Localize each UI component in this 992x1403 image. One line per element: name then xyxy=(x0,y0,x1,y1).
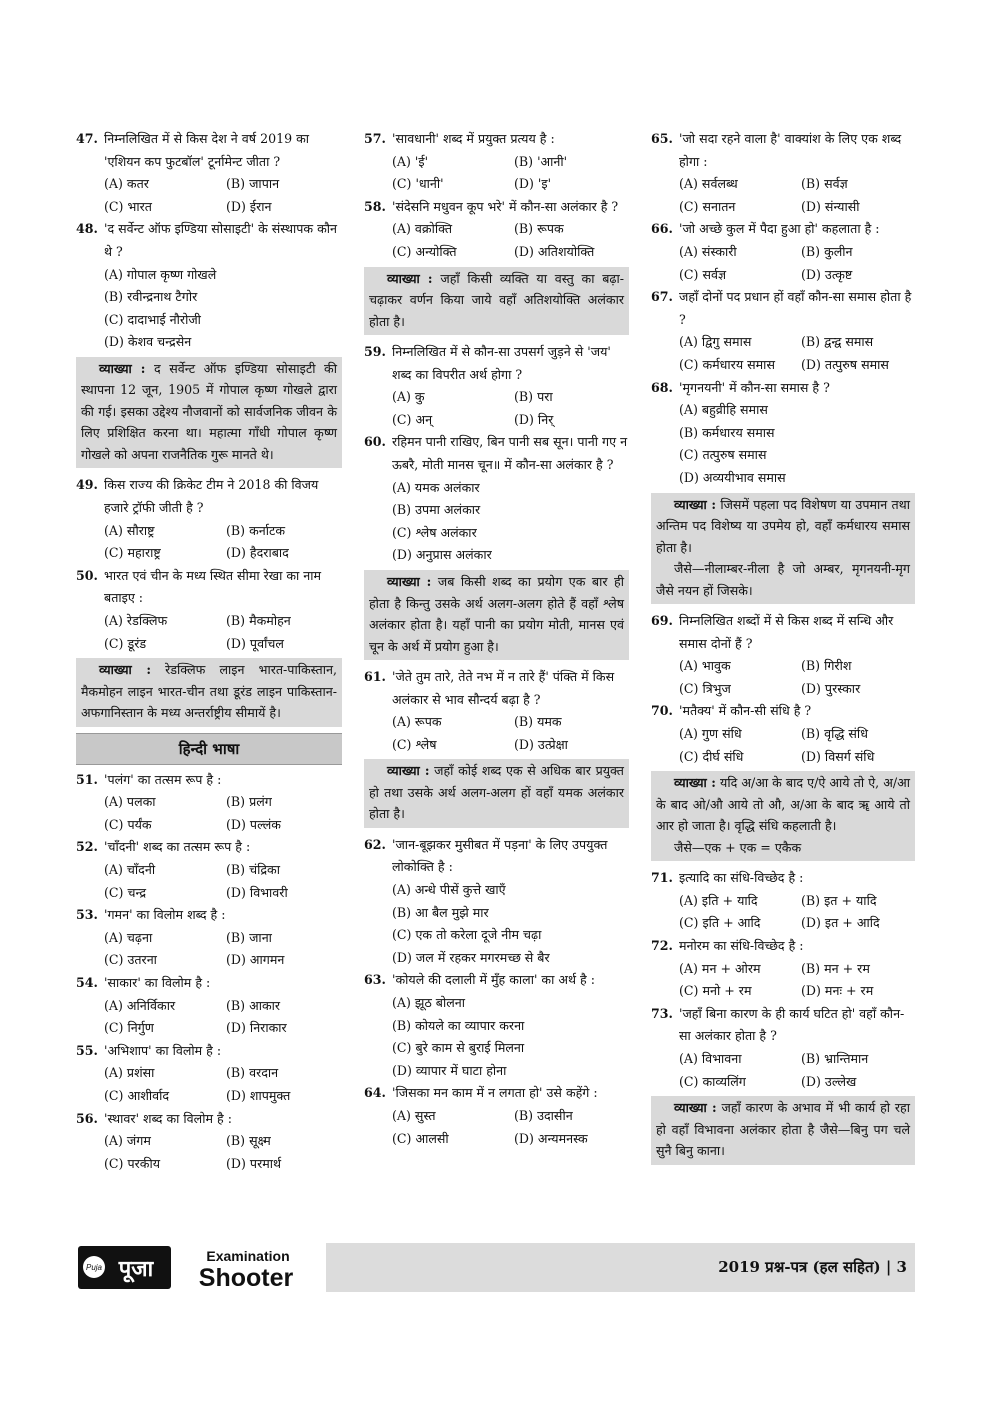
option-d: (D) केशव चन्द्रसेन xyxy=(104,334,192,350)
option-c: (C) भारत xyxy=(104,198,152,214)
option-d: (D) हैदराबाद xyxy=(226,545,289,561)
question-number: 59. xyxy=(364,344,386,360)
footer xyxy=(76,1243,915,1292)
option-b: (B) रवीन्द्रनाथ टैगोर xyxy=(104,289,198,305)
column-1 xyxy=(76,128,342,1175)
question-number: 66. xyxy=(651,221,673,237)
question-number: 60. xyxy=(364,434,386,450)
option-a: (A) रूपक xyxy=(392,714,442,730)
option-c: (C) पर्यंक xyxy=(104,816,152,832)
option-a: (A) चाँदनी xyxy=(104,862,156,878)
explanation-48 xyxy=(76,357,342,469)
question-text: निम्नलिखित में से कौन-सा उपसर्ग जुड़ने से 'जय' शब्द का विपरीत अर्थ होगा ? xyxy=(392,344,611,382)
option-a: (A) सर्वलब्ध xyxy=(679,176,738,192)
question-text: 'जो सदा रहने वाला है' वाक्यांश के लिए एक शब्द होगा : xyxy=(679,131,902,169)
option-c: (C) अन् xyxy=(392,411,433,427)
option-d: (D) पूर्वांचल xyxy=(226,635,284,651)
option-a: (A) संस्कारी xyxy=(679,243,737,259)
logo-examination-text: Examination xyxy=(206,1248,290,1264)
question-number: 61. xyxy=(364,669,386,684)
option-a: (A) वक्रोक्ति xyxy=(392,221,453,237)
question-text: 'पलंग' का तत्सम रूप है : xyxy=(104,771,222,787)
option-d: (D) निराकार xyxy=(226,1020,287,1036)
option-d: (D) 'इ' xyxy=(514,176,552,192)
question-number: 51. xyxy=(76,771,98,787)
explanation-61 xyxy=(364,759,629,828)
publisher-logo xyxy=(76,1243,326,1292)
question-number: 64. xyxy=(364,1085,386,1101)
option-d: (D) तत्पुरुष समास xyxy=(801,356,889,372)
option-c: (C) मनो + रम xyxy=(679,983,752,999)
option-d: (D) विसर्ग संधि xyxy=(801,748,875,764)
option-d: (D) आगमन xyxy=(226,952,285,968)
question-70 xyxy=(651,700,915,768)
question-text: किस राज्य की क्रिकेट टीम ने 2018 की विजय हजारे ट्रॉफी जीती है ? xyxy=(104,477,319,516)
explanation-text: जहाँ कोई शब्द एक से अधिक बार प्रयुक्त हो तथा उसके अर्थ अलग-अलग हों वहाँ यमक अलंकार होता है। xyxy=(369,763,624,822)
question-number: 48. xyxy=(76,221,98,237)
question-number: 67. xyxy=(651,289,673,305)
question-number: 68. xyxy=(651,379,673,395)
logo-graphic xyxy=(76,1243,326,1292)
option-b: (B) कर्नाटक xyxy=(226,522,286,538)
option-a: (A) सौराष्ट्र xyxy=(104,522,155,538)
option-b: (B) वृद्धि संधि xyxy=(801,725,868,741)
option-b: (B) भ्रान्तिमान xyxy=(801,1050,869,1066)
question-text: भारत एवं चीन के मध्य स्थित सीमा रेखा का नाम बताइए : xyxy=(104,567,322,606)
option-a: (A) जंगम xyxy=(104,1133,151,1149)
question-text: 'चाँदनी' शब्द का तत्सम रूप है : xyxy=(104,839,251,855)
question-text: जहाँ दोनों पद प्रधान हों वहाँ कौन-सा समास होता है ? xyxy=(679,289,912,327)
question-number: 73. xyxy=(651,1005,673,1021)
question-text: रहिमन पानी राखिए, बिन पानी सब सून। पानी गए न ऊबरै, मोती मानस चून॥ में कौन-सा अलंकार है ? xyxy=(392,434,628,473)
option-c: (C) दादाभाई नौरोजी xyxy=(104,311,201,327)
explanation-text: रेडक्लिफ लाइन भारत-पाकिस्तान, मैकमोहन लाइन भारत-चीन तथा डूरंड लाइन पाकिस्तान-अफगानिस्तान के मध्य अन्तर्राष्ट्रीय सीमायें है। xyxy=(81,662,337,721)
option-c: (C) चन्द्र xyxy=(104,884,147,900)
explanation-text: द सर्वेन्ट ऑफ इण्डिया सोसाइटी की स्थापना 12 जून, 1905 में गोपाल कृष्ण गोखले द्वारा की गई। इसका उद्देश्य नौजवानों को सार्वजनिक जीवन के लिए प्रशिक्षित करना था। महात्मा गाँधी गोपाल कृष्ण गोखले को अपना राजनैतिक गुरू मानते थे। xyxy=(81,360,337,462)
question-48 xyxy=(76,218,342,354)
column-2 xyxy=(364,128,629,1150)
question-47 xyxy=(76,128,342,218)
question-61 xyxy=(364,666,629,756)
question-text: 'जिसका मन काम में न लगता हो' उसे कहेंगे : xyxy=(392,1085,598,1101)
option-d: (D) जल में रहकर मगरमच्छ से बैर xyxy=(392,949,550,965)
question-59 xyxy=(364,341,629,431)
option-a: (A) सुस्त xyxy=(392,1108,436,1123)
question-number: 70. xyxy=(651,703,673,719)
option-c: (C) सनातन xyxy=(679,198,736,214)
option-a: (A) प्रशंसा xyxy=(104,1065,155,1081)
option-b: (B) गिरीश xyxy=(801,658,852,674)
option-c: (C) काव्यलिंग xyxy=(679,1073,746,1089)
question-number: 55. xyxy=(76,1042,98,1058)
question-57 xyxy=(364,128,629,196)
option-c: (C) तत्पुरुष समास xyxy=(679,447,767,463)
option-a: (A) यमक अलंकार xyxy=(392,479,480,495)
question-number: 69. xyxy=(651,613,673,628)
option-c: (C) अन्योक्ति xyxy=(392,243,457,259)
explanation-70 xyxy=(651,771,915,861)
explanation-text: जहाँ कारण के अभाव में भी कार्य हो रहा हो वहाँ विभावना अलंकार होता है जैसे—बिनु पग चले सुनै बिनु काना। xyxy=(656,1100,910,1159)
option-c: (C) डूरंड xyxy=(104,635,147,651)
question-text: 'मतैक्य' में कौन-सी संधि है ? xyxy=(679,703,812,719)
explanation-label: व्याख्या : xyxy=(674,1100,717,1116)
option-d: (D) उत्प्रेक्षा xyxy=(514,736,568,752)
question-58 xyxy=(364,196,629,264)
question-73 xyxy=(651,1003,915,1093)
option-d: (D) अन्यमनस्क xyxy=(514,1130,588,1146)
question-text: मनोरम का संधि-विच्छेद है : xyxy=(679,937,804,953)
option-a: (A) झूठ बोलना xyxy=(392,995,466,1011)
option-a: (A) द्विगु समास xyxy=(679,334,752,350)
question-number: 63. xyxy=(364,972,386,988)
logo-shooter-text: Shooter xyxy=(198,1264,294,1292)
option-d: (D) पुरस्कार xyxy=(801,680,861,696)
question-text: निम्नलिखित में से किस देश ने वर्ष 2019 का 'एशियन कप फुटबॉल' टूर्नामेन्ट जीता ? xyxy=(104,131,310,169)
question-number: 72. xyxy=(651,937,673,953)
option-d: (D) परमार्थ xyxy=(226,1155,282,1171)
option-a: (A) भावुक xyxy=(679,658,731,674)
option-d: (D) अतिशयोक्ति xyxy=(514,243,595,259)
question-text: 'जो अच्छे कुल में पैदा हुआ हो' कहलाता है : xyxy=(679,221,880,237)
option-a: (A) 'ई' xyxy=(392,153,429,169)
explanation-68 xyxy=(651,493,915,605)
question-number: 54. xyxy=(76,975,98,991)
question-number: 71. xyxy=(651,870,673,886)
option-c: (C) श्लेष xyxy=(392,736,437,752)
logo-small-text: Puja xyxy=(85,1263,103,1272)
option-b: (B) जाना xyxy=(226,929,272,945)
explanation-label: व्याख्या : xyxy=(99,360,146,376)
option-d: (D) उत्कृष्ट xyxy=(801,266,853,282)
option-c: (C) सर्वज्ञ xyxy=(679,266,727,282)
question-text: 'कोयले की दलाली में मुँह काला' का अर्थ है : xyxy=(392,972,595,988)
option-b: (B) द्वन्द्व समास xyxy=(801,334,874,350)
option-a: (A) पलका xyxy=(104,794,156,810)
option-a: (A) रेडक्लिफ xyxy=(104,613,168,628)
explanation-label: व्याख्या : xyxy=(387,270,433,286)
option-a: (A) बहुव्रीहि समास xyxy=(679,402,768,418)
question-69 xyxy=(651,610,915,700)
option-a: (A) विभावना xyxy=(679,1050,742,1066)
option-a: (A) इति + यादि xyxy=(679,892,758,908)
option-d: (D) विभावरी xyxy=(226,884,288,900)
option-b: (B) वरदान xyxy=(226,1065,279,1081)
question-number: 56. xyxy=(76,1110,98,1126)
option-c: (C) बुरे काम से बुराई मिलना xyxy=(392,1040,525,1056)
option-d: (D) शापमुक्त xyxy=(226,1088,291,1103)
explanation-text: यदि अ/आ के बाद ए/ऐ आये तो ऐ, अ/आ के बाद ओ/औ आये तो औ, अ/आ के बाद ॠ आये तो आर हो जाता है। वृद्धि संधि कहलाती है। xyxy=(656,775,910,834)
option-b: (B) 'आनी' xyxy=(514,153,568,169)
question-text: 'संदेसनि मधुवन कूप भरे' में कौन-सा अलंकार है ? xyxy=(392,198,619,214)
question-55 xyxy=(76,1040,342,1108)
option-a: (A) मन + ओरम xyxy=(679,960,761,976)
explanation-example: जैसे—नीलाम्बर-नीला है जो अम्बर, मृगनयनी-मृग जैसे नयन हों जिसके। xyxy=(656,561,910,598)
option-b: (B) प्रलंग xyxy=(226,794,272,810)
option-b: (B) सर्वज्ञ xyxy=(801,176,848,192)
option-d: (D) ईरान xyxy=(226,198,272,214)
option-d: (D) पल्लंक xyxy=(226,816,281,832)
question-text: इत्यादि का संधि-विच्छेद है : xyxy=(679,870,804,886)
question-60 xyxy=(364,431,629,567)
option-c: (C) कर्मधारय समास xyxy=(679,356,775,372)
option-c: (C) त्रिभुज xyxy=(679,680,731,696)
question-66 xyxy=(651,218,915,286)
option-c: (C) परकीय xyxy=(104,1155,161,1171)
explanation-label: व्याख्या : xyxy=(387,763,430,779)
option-b: (B) आ बैल मुझे मार xyxy=(392,904,489,920)
option-c: (C) आलसी xyxy=(392,1130,449,1146)
question-68 xyxy=(651,377,915,490)
question-56 xyxy=(76,1108,342,1176)
option-c: (C) उतरना xyxy=(104,952,157,968)
option-d: (D) संन्यासी xyxy=(801,198,860,214)
question-50 xyxy=(76,565,342,655)
question-67 xyxy=(651,286,915,376)
explanation-label: व्याख्या : xyxy=(99,662,151,678)
option-b: (B) कर्मधारय समास xyxy=(679,424,775,440)
option-b: (B) यमक xyxy=(514,714,562,730)
option-b: (B) परा xyxy=(514,389,553,405)
footer-page-label: 2019 प्रश्न-पत्र (हल सहित) | 3 xyxy=(718,1258,907,1276)
question-text: 'गमन' का विलोम शब्द है : xyxy=(104,907,226,923)
option-c: (C) एक तो करेला दूजे नीम चढ़ा xyxy=(392,927,542,943)
question-71 xyxy=(651,867,915,935)
question-text: 'द सर्वेन्ट ऑफ इण्डिया सोसाइटी' के संस्थापक कौन थे ? xyxy=(104,221,338,259)
column-3 xyxy=(651,128,915,1171)
question-text: निम्नलिखित शब्दों में से किस शब्द में सन्धि और समास दोनों हैं ? xyxy=(679,613,894,651)
question-number: 62. xyxy=(364,836,386,852)
option-b: (B) उपमा अलंकार xyxy=(392,502,481,518)
question-49 xyxy=(76,474,342,564)
explanation-example: जैसे—एक + एक = एकैक xyxy=(674,839,802,855)
question-number: 49. xyxy=(76,477,98,493)
explanation-text: जिसमें पहला पद विशेषण या उपमान तथा अन्तिम पद विशेष्य या उपमेय हो, वहाँ कर्मधारय समास होता है। xyxy=(656,496,910,555)
explanation-60 xyxy=(364,570,629,660)
option-d: (D) अनुप्रास अलंकार xyxy=(392,547,492,563)
option-a: (A) गोपाल कृष्ण गोखले xyxy=(104,266,217,282)
option-b: (B) उदासीन xyxy=(514,1108,573,1123)
logo-puja-text: पूजा xyxy=(118,1257,154,1282)
question-number: 50. xyxy=(76,567,98,583)
option-b: (B) चंद्रिका xyxy=(226,862,280,878)
question-text: 'साकार' का विलोम है : xyxy=(104,975,211,991)
option-c: (C) आशीर्वाद xyxy=(104,1088,170,1103)
option-a: (A) अन्धे पीसें कुत्ते खाएँ xyxy=(392,882,506,898)
question-text: 'जहाँ बिना कारण के ही कार्य घटित हो' वहाँ कौन-सा अलंकार होता है ? xyxy=(679,1005,905,1044)
question-text: 'जेते तुम तारे, तेते नभ में न तारे हैं' पंक्ति में किस अलंकार से भाव सौन्दर्य बढ़ा है ? xyxy=(392,669,615,707)
explanation-text: जहाँ किसी व्यक्ति या वस्तु का बढ़ा-चढ़ाकर वर्णन किया जाये वहाँ अतिशयोक्ति अलंकार होता है। xyxy=(369,270,624,329)
question-text: 'मृगनयनी' में कौन-सा समास है ? xyxy=(679,379,830,395)
question-number: 57. xyxy=(364,131,386,146)
question-53 xyxy=(76,904,342,972)
question-52 xyxy=(76,836,342,904)
question-number: 47. xyxy=(76,131,98,146)
option-b: (B) मन + रम xyxy=(801,960,870,976)
option-c: (C) महाराष्ट्र xyxy=(104,545,161,561)
option-a: (A) गुण संधि xyxy=(679,725,742,741)
question-text: 'स्थावर' शब्द का विलोम है : xyxy=(104,1110,232,1126)
option-a: (A) कु xyxy=(392,389,425,405)
option-d: (D) निर् xyxy=(514,411,554,427)
option-b: (B) जापान xyxy=(226,176,280,192)
option-b: (B) सूक्ष्म xyxy=(226,1133,271,1149)
option-c: (C) श्लेष अलंकार xyxy=(392,524,477,540)
explanation-label: व्याख्या : xyxy=(674,496,717,512)
explanation-label: व्याख्या : xyxy=(674,775,716,791)
option-b: (B) रूपक xyxy=(514,221,564,237)
question-text: 'अभिशाप' का विलोम है : xyxy=(104,1042,222,1058)
option-c: (C) निर्गुण xyxy=(104,1020,154,1036)
explanation-50 xyxy=(76,658,342,727)
option-c: (C) इति + आदि xyxy=(679,915,761,931)
question-72 xyxy=(651,935,915,1003)
question-62 xyxy=(364,834,629,970)
question-text: 'सावधानी' शब्द में प्रयुक्त प्रत्यय है : xyxy=(392,131,555,146)
option-d: (D) व्यापार में घाटा होना xyxy=(392,1062,507,1078)
option-a: (A) चढ़ना xyxy=(104,929,153,945)
option-d: (D) उल्लेख xyxy=(801,1073,857,1089)
question-51 xyxy=(76,769,342,837)
explanation-label: व्याख्या : xyxy=(387,574,432,589)
option-b: (B) आकार xyxy=(226,997,281,1013)
option-c: (C) दीर्घ संधि xyxy=(679,748,744,764)
option-d: (D) अव्ययीभाव समास xyxy=(679,469,786,485)
explanation-73 xyxy=(651,1096,915,1165)
section-heading: हिन्दी भाषा xyxy=(76,733,342,765)
option-b: (B) इत + यादि xyxy=(801,892,877,908)
option-b: (B) कोयले का व्यापार करना xyxy=(392,1017,525,1033)
question-65 xyxy=(651,128,915,218)
option-a: (A) कतर xyxy=(104,176,149,192)
question-number: 65. xyxy=(651,131,673,146)
question-number: 53. xyxy=(76,907,98,923)
question-number: 58. xyxy=(364,198,386,214)
question-63 xyxy=(364,969,629,1082)
question-number: 52. xyxy=(76,839,98,855)
option-a: (A) अनिर्विकार xyxy=(104,997,176,1013)
option-c: (C) 'धानी' xyxy=(392,176,444,192)
explanation-text: जब किसी शब्द का प्रयोग एक बार ही होता है किन्तु उसके अर्थ अलग-अलग होते हैं वहाँ श्लेष अलंकार होता है। यहाँ पानी का प्रयोग मोती, मानस एवं चून के अर्थ में प्रयोग हुआ है। xyxy=(369,574,624,654)
question-64 xyxy=(364,1082,629,1150)
explanation-58 xyxy=(364,267,629,336)
option-b: (B) मैकमोहन xyxy=(226,613,291,628)
option-d: (D) मनः + रम xyxy=(801,983,874,999)
option-b: (B) कुलीन xyxy=(801,243,853,259)
question-54 xyxy=(76,972,342,1040)
question-text: 'जान-बूझकर मुसीबत में पड़ना' के लिए उपयुक्त लोकोक्ति है : xyxy=(392,836,608,875)
option-d: (D) इत + आदि xyxy=(801,915,880,931)
